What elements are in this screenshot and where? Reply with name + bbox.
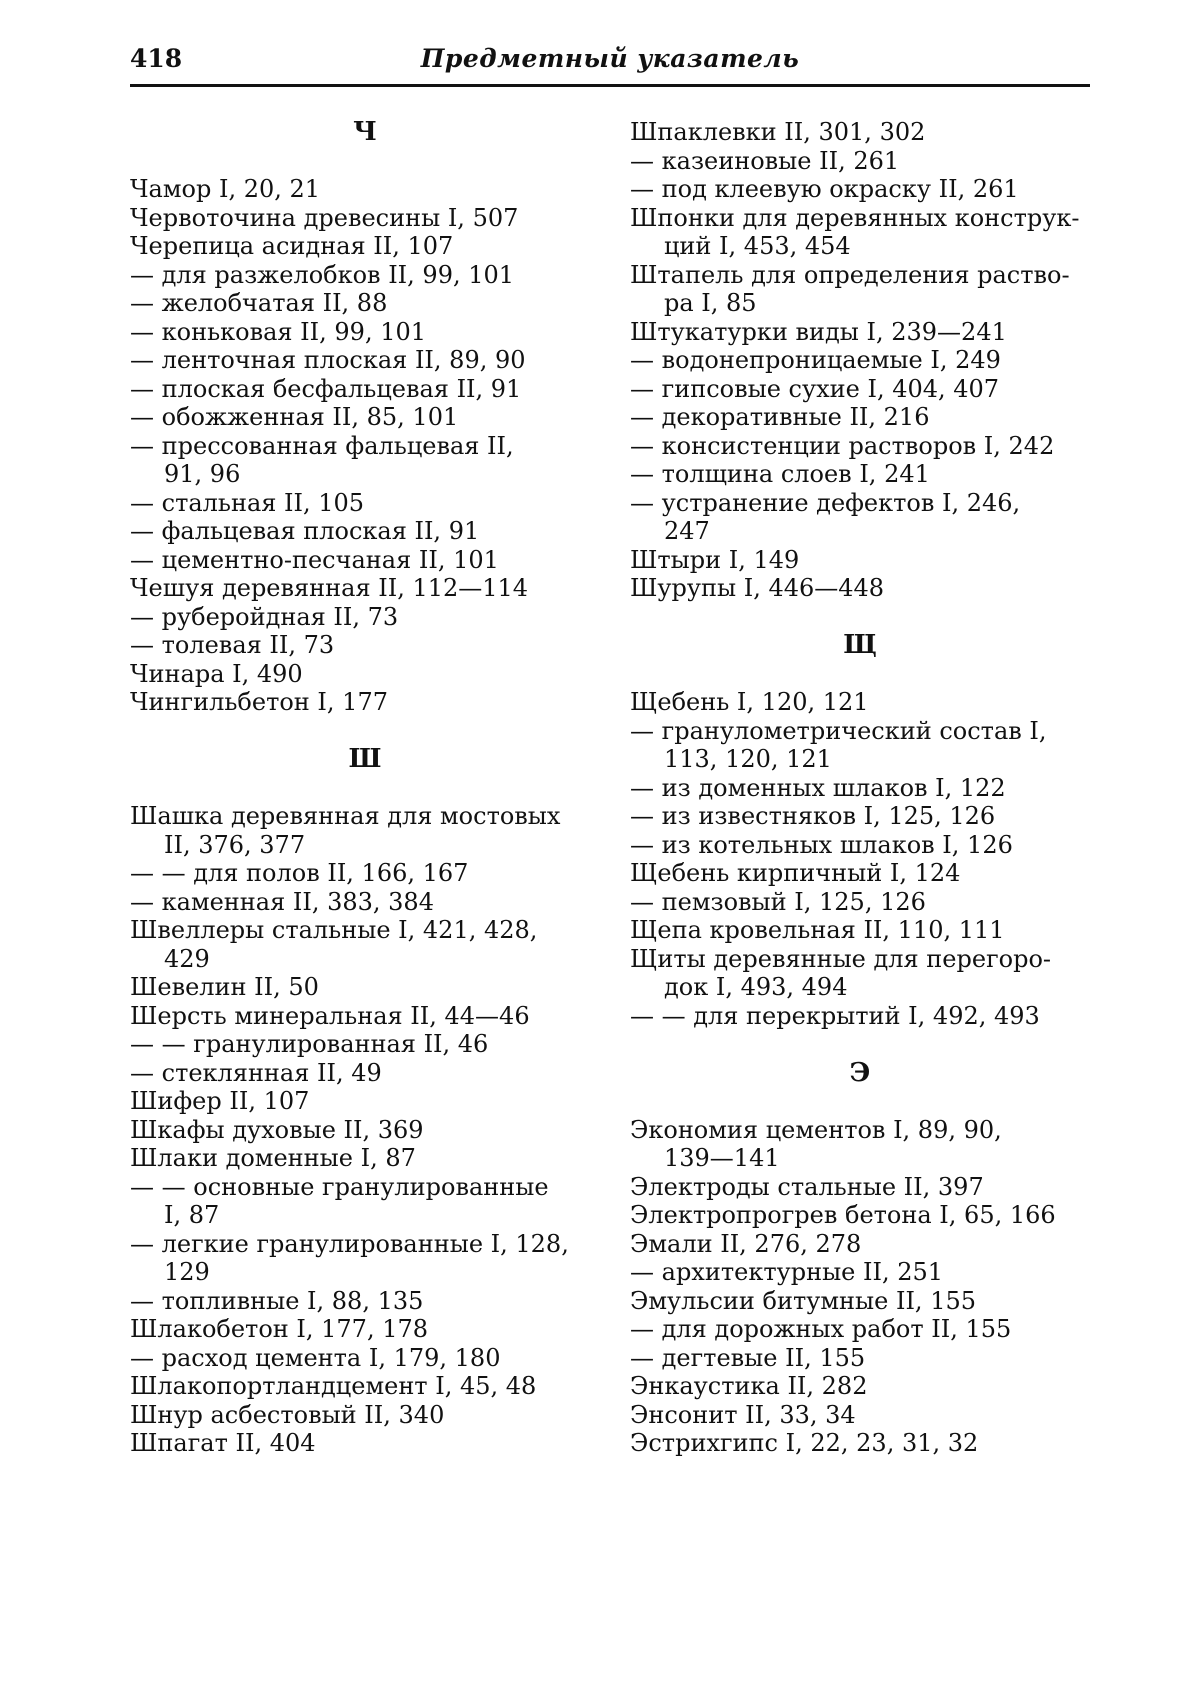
section-gap bbox=[130, 717, 590, 746]
index-entry bbox=[630, 1315, 1090, 1344]
index-entry-text: Черепица асидная II, 107 bbox=[130, 232, 454, 260]
index-entry-text: — для дорожных работ II, 155 bbox=[630, 1315, 1012, 1343]
index-entry bbox=[130, 688, 590, 717]
index-entry-text: Шпагат II, 404 bbox=[130, 1429, 316, 1457]
index-entry-text: Щиты деревянные для перегоро- bbox=[630, 944, 1052, 973]
index-entry bbox=[630, 717, 1090, 774]
index-entry bbox=[630, 489, 1090, 546]
index-entry bbox=[130, 1059, 590, 1088]
index-entry bbox=[630, 774, 1090, 803]
index-entry bbox=[630, 1401, 1090, 1430]
index-entry-text: Шурупы I, 446—448 bbox=[630, 574, 885, 602]
index-entry-text: — дегтевые II, 155 bbox=[630, 1343, 866, 1372]
index-entry-continuation: 113, 120, 121 bbox=[664, 745, 832, 773]
index-entry bbox=[130, 859, 590, 888]
left-column bbox=[130, 118, 590, 1458]
index-entry bbox=[630, 859, 1090, 888]
index-entry-text: Чешуя деревянная II, 112—114 bbox=[130, 574, 529, 602]
index-entry-text: — — основные гранулированные bbox=[130, 1172, 549, 1201]
index-entry-text: Шевелин II, 50 bbox=[130, 973, 319, 1001]
index-entry-text: — топливные I, 88, 135 bbox=[130, 1286, 424, 1315]
index-entry-text: Чингильбетон I, 177 bbox=[130, 688, 388, 716]
index-entry-text: — обожженная II, 85, 101 bbox=[130, 403, 459, 431]
index-entry-text: Эмульсии битумные II, 155 bbox=[630, 1286, 976, 1315]
index-entry bbox=[630, 1258, 1090, 1287]
index-entry bbox=[630, 432, 1090, 461]
index-entry-text: Чинара I, 490 bbox=[130, 659, 303, 688]
index-entry-continuation: 247 bbox=[664, 517, 710, 545]
index-entry bbox=[130, 1087, 590, 1116]
index-entry-text: — из доменных шлаков I, 122 bbox=[630, 773, 1006, 802]
index-entry bbox=[630, 1372, 1090, 1401]
index-entry-text: — пемзовый I, 125, 126 bbox=[630, 887, 926, 916]
index-entry bbox=[130, 403, 590, 432]
index-entry-continuation: док I, 493, 494 bbox=[664, 973, 848, 1001]
index-entry bbox=[630, 318, 1090, 347]
index-entry bbox=[130, 318, 590, 347]
index-entry-text: Щепа кровельная II, 110, 111 bbox=[630, 916, 1005, 944]
index-entry bbox=[130, 1230, 590, 1287]
index-entry-text: Электроды стальные II, 397 bbox=[630, 1172, 984, 1201]
index-entry-text: Штукатурки виды I, 239—241 bbox=[630, 317, 1007, 346]
index-entry-text: Щебень кирпичный I, 124 bbox=[630, 859, 961, 887]
index-entry-text: Червоточина древесины I, 507 bbox=[130, 203, 519, 232]
index-entry-text: — легкие гранулированные I, 128, bbox=[130, 1229, 569, 1258]
index-entry-text: — консистенции растворов I, 242 bbox=[630, 431, 1055, 460]
index-entry-text: Шлакопортландцемент I, 45, 48 bbox=[130, 1372, 537, 1400]
index-entry bbox=[130, 1002, 590, 1031]
index-entry bbox=[630, 403, 1090, 432]
index-entry-continuation: 129 bbox=[164, 1258, 210, 1286]
index-entry-text: Шашка деревянная для мостовых bbox=[130, 802, 561, 830]
index-entry bbox=[630, 261, 1090, 318]
index-entry bbox=[130, 204, 590, 233]
index-entry bbox=[130, 232, 590, 261]
index-entry bbox=[130, 1144, 590, 1173]
index-entry bbox=[130, 1030, 590, 1059]
index-entry-text: Шпонки для деревянных конструк- bbox=[630, 203, 1080, 232]
index-entry bbox=[130, 973, 590, 1002]
index-entry bbox=[130, 660, 590, 689]
index-entry-text: — стеклянная II, 49 bbox=[130, 1058, 382, 1087]
index-entry-text: — руберойдная II, 73 bbox=[130, 602, 399, 631]
index-entry-text: — ленточная плоская II, 89, 90 bbox=[130, 346, 526, 374]
running-title: Предметный указатель bbox=[420, 44, 800, 73]
section-gap bbox=[630, 603, 1090, 632]
index-entry-text: Щебень I, 120, 121 bbox=[630, 688, 869, 716]
index-entry bbox=[130, 1372, 590, 1401]
index-entry bbox=[130, 1315, 590, 1344]
index-entry bbox=[130, 1401, 590, 1430]
index-entry bbox=[130, 1429, 590, 1458]
index-entry bbox=[630, 1344, 1090, 1373]
index-entry bbox=[630, 375, 1090, 404]
index-entry bbox=[130, 289, 590, 318]
index-entry bbox=[130, 517, 590, 546]
index-entry bbox=[630, 147, 1090, 176]
index-entry-text: Штапель для определения раство- bbox=[630, 260, 1070, 289]
index-entry-continuation: II, 376, 377 bbox=[164, 830, 306, 859]
index-entry-text: Шпаклевки II, 301, 302 bbox=[630, 118, 926, 146]
index-entry-text: — коньковая II, 99, 101 bbox=[130, 317, 427, 346]
index-entry-text: — стальная II, 105 bbox=[130, 488, 365, 517]
index-entry bbox=[130, 574, 590, 603]
index-entry-text: — прессованная фальцевая II, bbox=[130, 431, 514, 460]
index-entry-text: Шлаки доменные I, 87 bbox=[130, 1144, 416, 1172]
index-entry bbox=[130, 888, 590, 917]
index-entry bbox=[130, 603, 590, 632]
index-entry-text: Шифер II, 107 bbox=[130, 1087, 310, 1115]
section-letter: Ш bbox=[348, 744, 382, 774]
index-entry-continuation: I, 87 bbox=[164, 1201, 220, 1229]
index-entry bbox=[630, 546, 1090, 575]
index-entry-text: — декоративные II, 216 bbox=[630, 403, 930, 431]
header-rule bbox=[130, 84, 1090, 87]
index-entry-text: — плоская бесфальцевая II, 91 bbox=[130, 374, 522, 403]
index-entry bbox=[630, 945, 1090, 1002]
section-letter: Ч bbox=[353, 117, 377, 147]
index-entry-text: Швеллеры стальные I, 421, 428, bbox=[130, 916, 538, 944]
index-entry bbox=[630, 460, 1090, 489]
index-entry bbox=[630, 1002, 1090, 1031]
index-entry-text: Энкаустика II, 282 bbox=[630, 1372, 868, 1400]
index-entry-continuation: ра I, 85 bbox=[664, 289, 757, 317]
index-entry bbox=[130, 802, 590, 859]
page-header bbox=[130, 40, 1090, 88]
index-entry-text: — толевая II, 73 bbox=[130, 631, 335, 659]
index-entry-text: — — для полов II, 166, 167 bbox=[130, 859, 469, 887]
index-entry bbox=[130, 916, 590, 973]
index-entry-text: — водонепроницаемые I, 249 bbox=[630, 346, 1001, 374]
index-entry-text: Штыри I, 149 bbox=[630, 545, 800, 574]
index-entry-continuation: 139—141 bbox=[664, 1144, 780, 1172]
index-entry-text: Шлакобетон I, 177, 178 bbox=[130, 1315, 429, 1343]
index-entry bbox=[130, 346, 590, 375]
index-entry bbox=[630, 574, 1090, 603]
index-entry-text: Эмали II, 276, 278 bbox=[630, 1229, 862, 1258]
index-entry bbox=[630, 1173, 1090, 1202]
index-entry-text: — казеиновые II, 261 bbox=[630, 146, 900, 175]
index-entry bbox=[630, 204, 1090, 261]
index-entry-text: Эстрихгипс I, 22, 23, 31, 32 bbox=[630, 1429, 979, 1457]
index-entry-text: Электропрогрев бетона I, 65, 166 bbox=[630, 1201, 1056, 1229]
index-entry-text: — цементно-песчаная II, 101 bbox=[130, 545, 499, 574]
index-entry bbox=[630, 346, 1090, 375]
section-gap bbox=[630, 1030, 1090, 1059]
index-entry-continuation: ций I, 453, 454 bbox=[664, 232, 851, 260]
index-entry-text: — каменная II, 383, 384 bbox=[130, 887, 434, 916]
index-entry bbox=[630, 888, 1090, 917]
page-number: 418 bbox=[130, 44, 183, 73]
index-entry bbox=[130, 1173, 590, 1230]
index-entry bbox=[130, 261, 590, 290]
index-entry-text: Чамор I, 20, 21 bbox=[130, 175, 321, 203]
index-entry-text: Энсонит II, 33, 34 bbox=[630, 1400, 856, 1429]
index-entry bbox=[130, 375, 590, 404]
index-entry-continuation: 429 bbox=[164, 944, 210, 973]
index-entry-text: — толщина слоев I, 241 bbox=[630, 460, 930, 488]
index-entry bbox=[630, 916, 1090, 945]
index-entry-text: — гипсовые сухие I, 404, 407 bbox=[630, 374, 1000, 403]
index-entry-text: — устранение дефектов I, 246, bbox=[630, 488, 1021, 517]
index-entry-text: — под клеевую окраску II, 261 bbox=[630, 175, 1019, 203]
index-entry bbox=[630, 1287, 1090, 1316]
index-entry bbox=[130, 631, 590, 660]
index-entry bbox=[130, 546, 590, 575]
index-entry-text: — расход цемента I, 179, 180 bbox=[130, 1343, 501, 1372]
index-entry bbox=[630, 1201, 1090, 1230]
index-entry-text: Шерсть минеральная II, 44—46 bbox=[130, 1001, 530, 1030]
index-entry bbox=[630, 831, 1090, 860]
index-entry-text: Шнур асбестовый II, 340 bbox=[130, 1400, 445, 1429]
index-entry bbox=[630, 802, 1090, 831]
index-entry-text: — архитектурные II, 251 bbox=[630, 1258, 944, 1286]
section-letter: Щ bbox=[843, 630, 877, 660]
index-entry bbox=[130, 1287, 590, 1316]
index-entry-text: — — гранулированная II, 46 bbox=[130, 1030, 489, 1058]
section-letter: Э bbox=[849, 1057, 871, 1088]
index-entry-text: — желобчатая II, 88 bbox=[130, 289, 388, 317]
index-entry bbox=[130, 175, 590, 204]
index-entry bbox=[130, 432, 590, 489]
index-entry bbox=[630, 1230, 1090, 1259]
index-entry-text: — из известняков I, 125, 126 bbox=[630, 802, 996, 830]
index-entry-text: — — для перекрытий I, 492, 493 bbox=[630, 1001, 1040, 1030]
right-column bbox=[630, 118, 1090, 1458]
index-entry-text: — из котельных шлаков I, 126 bbox=[630, 830, 1013, 859]
index-entry bbox=[130, 1344, 590, 1373]
index-entry-continuation: 91, 96 bbox=[164, 460, 241, 488]
index-entry bbox=[130, 489, 590, 518]
index-entry-text: — для разжелобков II, 99, 101 bbox=[130, 260, 515, 289]
index-entry bbox=[630, 1429, 1090, 1458]
index-entry bbox=[630, 118, 1090, 147]
index-entry-text: Шкафы духовые II, 369 bbox=[130, 1115, 424, 1144]
index-entry-text: Экономия цементов I, 89, 90, bbox=[630, 1115, 1002, 1144]
index-entry bbox=[630, 1116, 1090, 1173]
index-entry bbox=[130, 1116, 590, 1145]
index-entry-text: — гранулометрический состав I, bbox=[630, 716, 1047, 745]
index-entry bbox=[630, 175, 1090, 204]
index-entry bbox=[630, 688, 1090, 717]
index-entry-text: — фальцевая плоская II, 91 bbox=[130, 517, 480, 545]
